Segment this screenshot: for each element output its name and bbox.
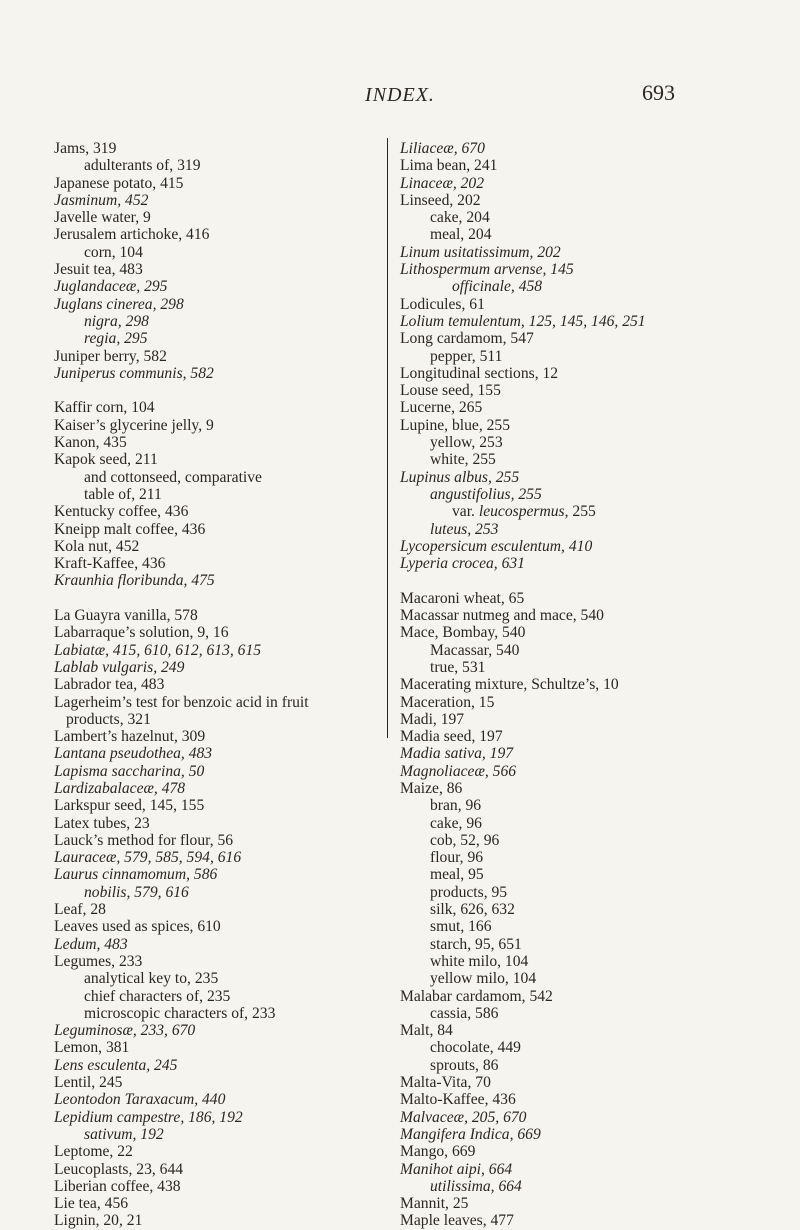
index-entry: Linum usitatissimum, 202	[400, 243, 561, 261]
index-entry: Kapok seed, 211	[54, 451, 158, 469]
index-entry: Magnoliaceæ, 566	[400, 762, 517, 780]
index-subentry: meal, 204	[430, 226, 492, 244]
index-entry: Lie tea, 456	[54, 1195, 129, 1213]
index-entry: Kraft-Kaffee, 436	[54, 555, 166, 573]
index-entry: Lithospermum arvense, 145	[400, 261, 574, 279]
index-subentry: starch, 95, 651	[430, 935, 522, 953]
index-subentry: sativum, 192	[84, 1125, 164, 1143]
index-subentry: angustifolius, 255	[430, 485, 542, 503]
page-title: INDEX.	[365, 84, 435, 106]
index-entry: Kanon, 435	[54, 434, 127, 452]
index-subentry: microscopic characters of, 233	[84, 1004, 276, 1022]
index-entry: Lapisma saccharina, 50	[54, 762, 205, 780]
index-entry: Lens esculenta, 245	[54, 1056, 178, 1074]
index-entry: Linaceæ, 202	[400, 174, 485, 192]
index-entry: Leguminosæ, 233, 670	[54, 1022, 196, 1040]
index-subentry: smut, 166	[430, 918, 492, 936]
index-entry: Lantana pseudothea, 483	[54, 745, 213, 763]
index-entry: Lentil, 245	[54, 1074, 123, 1092]
index-subentry: chocolate, 449	[430, 1039, 521, 1057]
index-entry: Longitudinal sections, 12	[400, 364, 559, 382]
index-entry: Laurus cinnamomum, 586	[54, 866, 218, 884]
index-subentry: nobilis, 579, 616	[84, 883, 189, 901]
page-number: 693	[642, 80, 675, 105]
index-entry: Javelle water, 9	[54, 209, 151, 227]
index-entry: Lyperia crocea, 631	[400, 555, 525, 573]
index-entry: Leaf, 28	[54, 901, 106, 919]
index-entry: Lambert’s hazelnut, 309	[54, 728, 206, 746]
index-subentry: silk, 626, 632	[430, 901, 515, 919]
index-entry: Jesuit tea, 483	[54, 261, 143, 279]
index-entry: Jerusalem artichoke, 416	[54, 226, 210, 244]
index-entry: Lignin, 20, 21	[54, 1212, 143, 1230]
index-entry: Lablab vulgaris, 249	[54, 658, 185, 676]
index-entry: Juniper berry, 582	[54, 347, 167, 365]
index-entry: Latex tubes, 23	[54, 814, 150, 832]
index-entry: Louse seed, 155	[400, 382, 501, 400]
index-entry: Macerating mixture, Schultze’s, 10	[400, 676, 619, 694]
index-entry: Mace, Bombay, 540	[400, 624, 526, 642]
index-entry: Japanese potato, 415	[54, 174, 184, 192]
index-entry: Linseed, 202	[400, 191, 481, 209]
index-entry: Lagerheim’s test for benzoic acid in fruit	[54, 693, 309, 711]
index-subentry: products, 321	[66, 710, 151, 728]
index-entry: Malta-Vita, 70	[400, 1074, 491, 1092]
index-subentry: white, 255	[430, 451, 496, 469]
index-entry: Maple leaves, 477	[400, 1212, 514, 1230]
index-subentry: bran, 96	[430, 797, 482, 815]
index-entry: Lycopersicum esculentum, 410	[400, 537, 593, 555]
index-subentry: cake, 96	[430, 814, 482, 832]
index-entry: Kentucky coffee, 436	[54, 503, 189, 521]
index-entry: Jasminum, 452	[54, 191, 149, 209]
index-entry: Lupinus albus, 255	[400, 468, 520, 486]
index-subentry: and cottonseed, comparative	[84, 468, 262, 486]
index-subentry: cob, 52, 96	[430, 831, 500, 849]
index-entry: Liliaceæ, 670	[400, 140, 485, 157]
index-entry: Lepidium campestre, 186, 192	[54, 1108, 243, 1126]
index-entry: Leucoplasts, 23, 644	[54, 1160, 184, 1178]
index-entry: Lodicules, 61	[400, 295, 485, 313]
index-entry: Liberian coffee, 438	[54, 1177, 181, 1195]
index-entry: Leontodon Taraxacum, 440	[54, 1091, 226, 1109]
section-gap	[54, 382, 384, 399]
index-entry: Kola nut, 452	[54, 537, 140, 555]
index-entry: Labiatæ, 415, 610, 612, 613, 615	[54, 641, 262, 659]
index-subentry: Macassar, 540	[430, 641, 520, 659]
index-entry: Lupine, blue, 255	[400, 416, 511, 434]
index-entry: Larkspur seed, 145, 155	[54, 797, 205, 815]
section-gap	[54, 590, 384, 607]
index-subentry: officinale, 458	[452, 278, 543, 296]
index-subentry: products, 95	[430, 883, 508, 901]
index-entry: Lolium temulentum, 125, 145, 146, 251	[400, 312, 646, 330]
index-subentry: var. leucospermus, 255	[452, 503, 596, 521]
index-subentry: utilissima, 664	[430, 1177, 522, 1195]
index-entry: Leptome, 22	[54, 1143, 133, 1161]
index-entry: Leaves used as spices, 610	[54, 918, 221, 936]
index-entry: Malabar cardamom, 542	[400, 987, 553, 1005]
section-gap	[400, 572, 775, 589]
index-entry: Macaroni wheat, 65	[400, 589, 525, 607]
index-entry: Legumes, 233	[54, 952, 143, 970]
index-entry: Kaiser’s glycerine jelly, 9	[54, 416, 214, 434]
index-subentry: pepper, 511	[430, 347, 503, 365]
index-subentry: flour, 96	[430, 849, 484, 867]
index-entry: Juniperus communis, 582	[54, 364, 214, 382]
index-entry: Mangifera Indica, 669	[400, 1125, 541, 1143]
index-entry: Malvaceæ, 205, 670	[400, 1108, 527, 1126]
index-entry: Malto-Kaffee, 436	[400, 1091, 516, 1109]
index-entry: Malt, 84	[400, 1022, 453, 1040]
index-subentry: white milo, 104	[430, 952, 529, 970]
index-subentry: regia, 295	[84, 330, 148, 348]
index-subentry: true, 531	[430, 658, 486, 676]
index-subentry: nigra, 298	[84, 312, 149, 330]
index-subentry: table of, 211	[84, 485, 162, 503]
index-entry: Kaffir corn, 104	[54, 399, 155, 417]
index-entry: La Guayra vanilla, 578	[54, 607, 198, 625]
index-entry: Kraunhia floribunda, 475	[54, 572, 215, 590]
index-entry: Lardizabalaceæ, 478	[54, 779, 186, 797]
index-subentry: yellow, 253	[430, 434, 503, 452]
index-entry: Madia sativa, 197	[400, 745, 514, 763]
index-entry: Madi, 197	[400, 710, 465, 728]
index-entry: Labarraque’s solution, 9, 16	[54, 624, 229, 642]
index-entry: Lauraceæ, 579, 585, 594, 616	[54, 849, 242, 867]
index-entry: Manihot aipi, 664	[400, 1160, 513, 1178]
index-entry: Long cardamom, 547	[400, 330, 534, 348]
index-subentry: corn, 104	[84, 243, 143, 261]
index-entry: Maceration, 15	[400, 693, 495, 711]
index-entry: Lauck’s method for flour, 56	[54, 831, 234, 849]
index-entry: Juglandaceæ, 295	[54, 278, 168, 296]
index-entry: Lima bean, 241	[400, 157, 498, 175]
column-divider	[387, 138, 388, 738]
index-entry: Madia seed, 197	[400, 728, 503, 746]
index-subentry: meal, 95	[430, 866, 484, 884]
index-subentry: adulterants of, 319	[84, 157, 201, 175]
index-subentry: sprouts, 86	[430, 1056, 499, 1074]
left-column	[54, 140, 384, 1230]
index-entry: Ledum, 483	[54, 935, 128, 953]
index-entry: Maize, 86	[400, 779, 463, 797]
index-subentry: cassia, 586	[430, 1004, 499, 1022]
index-entry: Lucerne, 265	[400, 399, 483, 417]
index-entry: Kneipp malt coffee, 436	[54, 520, 206, 538]
index-entry: Mannit, 25	[400, 1195, 469, 1213]
index-entry: Jams, 319	[54, 140, 117, 157]
index-entry: Labrador tea, 483	[54, 676, 165, 694]
index-entry: Macassar nutmeg and mace, 540	[400, 607, 604, 625]
index-subentry: yellow milo, 104	[430, 970, 537, 988]
index-subentry: luteus, 253	[430, 520, 499, 538]
index-subentry: cake, 204	[430, 209, 490, 227]
index-entry: Lemon, 381	[54, 1039, 130, 1057]
index-entry: Juglans cinerea, 298	[54, 295, 184, 313]
right-column	[400, 140, 775, 1230]
index-entry: Mango, 669	[400, 1143, 476, 1161]
index-subentry: chief characters of, 235	[84, 987, 231, 1005]
index-subentry: analytical key to, 235	[84, 970, 219, 988]
